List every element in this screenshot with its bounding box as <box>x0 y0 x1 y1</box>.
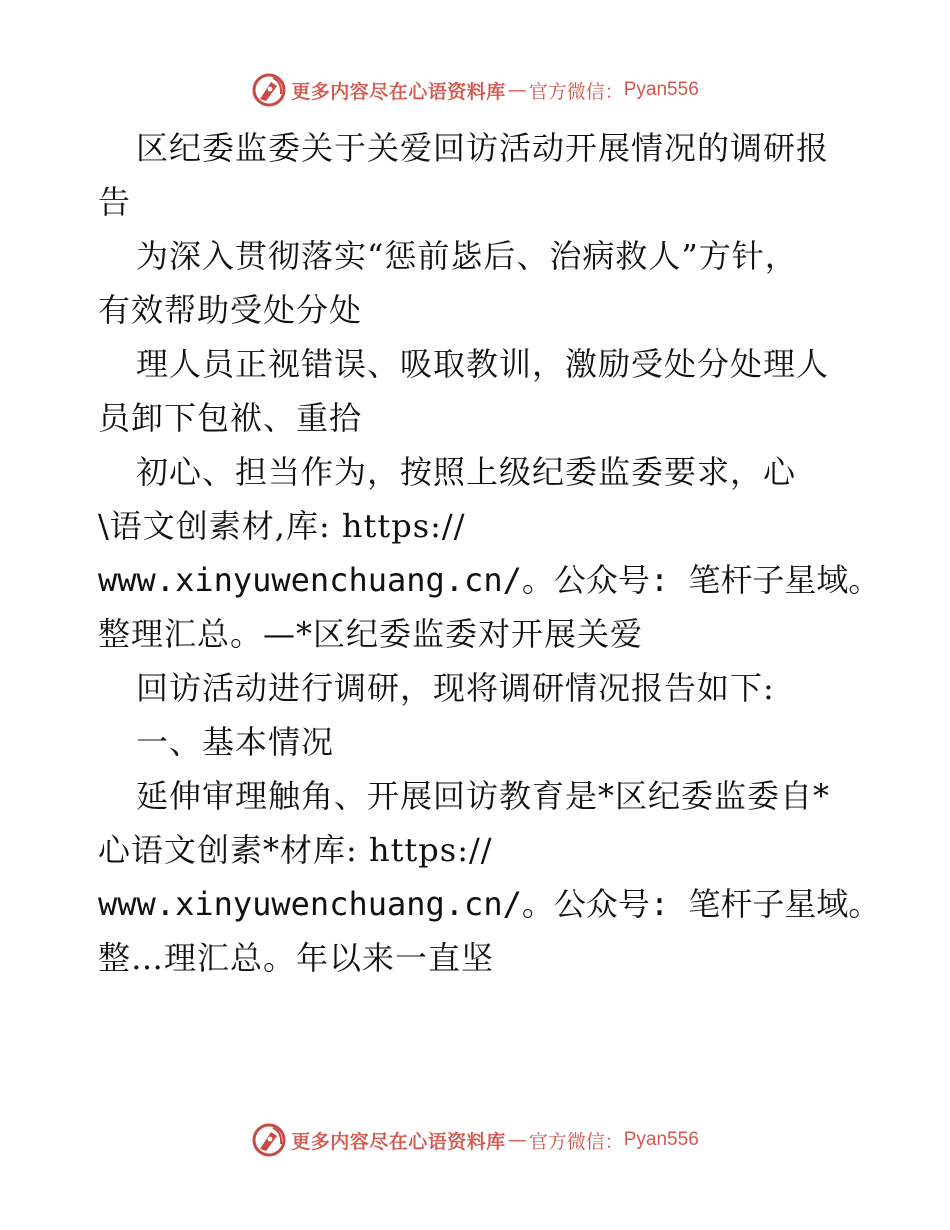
watermark-main-text: 更多内容尽在心语资料库 <box>291 80 506 103</box>
paragraph-line: 整理汇总。—*区纪委监委对开展关爱 <box>98 615 644 653</box>
watermark-dash: — <box>507 79 527 101</box>
document-title-line-1: 区纪委监委关于关爱回访活动开展情况的调研报 <box>136 129 830 167</box>
watermark-label: 官方微信： <box>528 1130 624 1153</box>
footer-watermark <box>0 1120 950 1160</box>
paragraph-line: 理人员正视错误、吸取教训，激励受处分处理人 <box>136 345 830 383</box>
watermark-wechat-id: Pyan556 <box>623 79 699 100</box>
watermark-main-text: 更多内容尽在心语资料库 <box>291 1130 506 1153</box>
document-body <box>98 121 881 985</box>
section-heading: 一、基本情况 <box>136 723 335 761</box>
watermark-wechat-id: Pyan556 <box>623 1129 699 1150</box>
pen-nib-logo-icon <box>251 1122 287 1158</box>
pen-nib-logo-icon <box>251 72 287 108</box>
paragraph-line: 延伸审理触角、开展回访教育是*区纪委监委自* <box>136 777 831 815</box>
watermark-dash: — <box>507 1129 527 1151</box>
header-watermark <box>0 70 950 110</box>
paragraph-url-line: www.xinyuwenchuang.cn/。公众号: 笔杆子星域。 <box>98 885 881 923</box>
paragraph-line: 回访活动进行调研，现将调研情况报告如下: <box>136 669 775 707</box>
document-title-line-2: 告 <box>98 183 132 221</box>
paragraph-line: 心语文创素*材库: https:// <box>98 831 493 869</box>
paragraph-url-line: www.xinyuwenchuang.cn/。公众号: 笔杆子星域。 <box>98 561 881 599</box>
watermark-label: 官方微信： <box>528 80 624 103</box>
paragraph-line: \语文创素材,库: https:// <box>98 507 466 545</box>
paragraph-line: 初心、担当作为，按照上级纪委监委要求，心 <box>136 453 797 491</box>
paragraph-line: 为深入贯彻落实“惩前毖后、治病救人”方针， <box>136 237 798 275</box>
paragraph-line: 有效帮助受处分处 <box>98 291 363 329</box>
paragraph-line: 员卸下包袱、重拾 <box>98 399 363 437</box>
paragraph-line: 整…理汇总。年以来一直坚 <box>98 939 495 977</box>
